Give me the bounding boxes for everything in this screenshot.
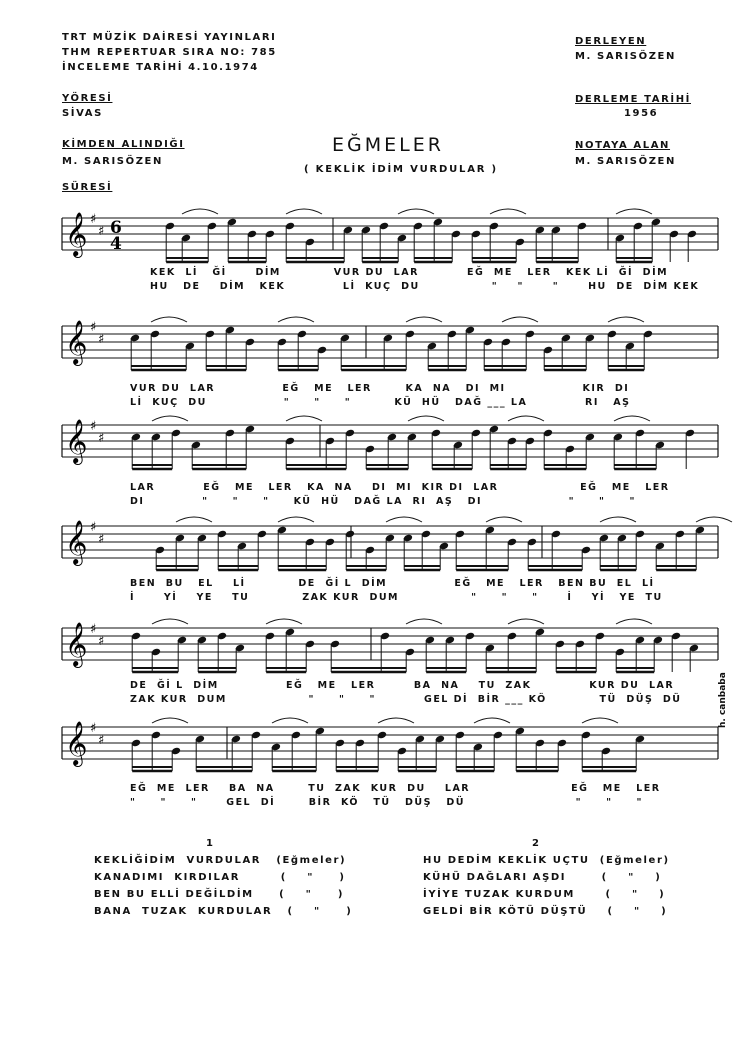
slur [151,317,187,322]
song-title: EĞMELER [332,134,444,156]
treble-clef-icon: 𝄞 [65,320,88,364]
verse-number-2: 2 [532,838,539,849]
slur [398,209,434,214]
sharp-icon: ♯ [98,733,105,748]
music-staff [0,311,750,381]
verse-right-line: GELDİ BİR KÖTÜ DÜŞTÜ ( " ) [423,906,668,917]
slur [490,209,526,214]
slur [272,718,308,723]
source-label: KİMDEN ALINDIĞI [62,139,185,150]
verse-left-line: KEKLİĞİDİM VURDULAR (Eğmeler) [94,855,347,866]
treble-clef-icon: 𝄞 [65,622,88,666]
slur [508,416,544,421]
slur [502,317,538,322]
treble-clef-icon: 𝄞 [65,520,88,564]
music-staff [0,203,750,273]
lyrics-line-1: KEK Lİ Ğİ DİM VUR DU LAR EĞ ME LER KEK Lİ Ğİ DİM [150,267,669,278]
lyrics-line-1: BEN BU EL Lİ DE Ğİ L DİM EĞ ME LER BEN BU EL Lİ [130,578,655,589]
slur [474,718,510,723]
slur [278,317,314,322]
verse-left-line: BEN BU ELLİ DEĞİLDİM ( " ) [94,889,345,900]
sharp-icon: ♯ [90,721,97,736]
lyrics-line-2: Lİ KUÇ DU " " " KÜ HÜ DAĞ ___ LA RI AŞ [130,397,631,408]
lyrics-line-2: ZAK KUR DUM " " " GEL Dİ BİR ___ KÖ TÜ DÜŞ DÜ [130,694,682,705]
slur [278,517,314,522]
lyrics-line-2: DI " " " KÜ HÜ DAĞ LA RI AŞ DI " " " [130,496,636,507]
verse-right-line: İYİYE TUZAK KURDUM ( " ) [423,889,666,900]
lyrics-line-1: VUR DU LAR EĞ ME LER KA NA DI MI KIR DI [130,383,630,394]
publisher-line-3: İNCELEME TARİHİ 4.10.1974 [62,62,259,73]
lyrics-line-2: İ Yİ YE TU ZAK KUR DUM " " " İ Yİ YE TU [130,592,663,603]
time-signature-bottom: 4 [110,234,122,254]
sharp-icon: ♯ [98,332,105,347]
publisher-line-1: TRT MÜZİK DAİRESİ YAYINLARI [62,32,277,43]
slur [508,619,544,624]
slur [386,517,422,522]
sharp-icon: ♯ [98,224,105,239]
notation-value: M. SARISÖZEN [575,156,676,167]
music-staff [0,410,750,480]
compiler-value: M. SARISÖZEN [575,51,676,62]
verse-left-line: BANA TUZAK KURDULAR ( " ) [94,906,353,917]
slur [696,517,732,522]
compiler-label: DERLEYEN [575,36,647,47]
lyrics-line-1: DE Ğİ L DİM EĞ ME LER BA NA TU ZAK KUR DU LAR [130,680,675,691]
treble-clef-icon: 𝄞 [65,419,88,463]
lyrics-line-1: EĞ ME LER BA NA TU ZAK KUR DU LAR EĞ ME LER [130,783,661,794]
verse-right-line: KÜHÜ DAĞLARI AŞDI ( " ) [423,872,662,883]
verse-right-line: HU DEDİM KEKLİK UÇTU (Eğmeler) [423,855,670,866]
sharp-icon: ♯ [90,320,97,335]
slur [152,718,188,723]
music-staff [0,712,750,782]
publisher-line-2: THM REPERTUAR SIRA NO: 785 [62,47,277,58]
slur [600,517,636,522]
slur [266,619,302,624]
lyrics-line-1: LAR EĞ ME LER KA NA DI MI KIR DI LAR EĞ ME LER [130,482,670,493]
copyist-signature: h. canbaba [718,672,728,728]
slur [378,718,414,723]
source-value: M. SARISÖZEN [62,156,163,167]
sharp-icon: ♯ [90,520,97,535]
slur [582,718,618,723]
music-staff [0,511,750,581]
region-value: SİVAS [62,108,103,119]
slur [406,619,442,624]
slur [152,619,188,624]
notation-label: NOTAYA ALAN [575,140,671,151]
slur [286,209,322,214]
treble-clef-icon: 𝄞 [65,721,88,765]
slur [616,209,652,214]
lyrics-line-2: HU DE DİM KEK Lİ KUÇ DU " " " HU DE DİM KEK [150,281,700,292]
lyrics-line-2: " " " GEL Dİ BİR KÖ TÜ DÜŞ DÜ " " " [130,797,644,808]
duration-label: SÜRESİ [62,182,113,193]
sharp-icon: ♯ [90,212,97,227]
slur [152,416,188,421]
song-subtitle: ( KEKLİK İDİM VURDULAR ) [304,164,498,175]
slur [286,416,322,421]
sharp-icon: ♯ [90,419,97,434]
slur [616,619,652,624]
slur [182,209,218,214]
time-signature-top: 6 [110,218,122,238]
verse-number-1: 1 [206,838,213,849]
slur [408,416,444,421]
treble-clef-icon: 𝄞 [65,212,88,256]
compile-date-value: 1956 [624,108,659,119]
sharp-icon: ♯ [98,532,105,547]
region-label: YÖRESİ [62,93,113,104]
sharp-icon: ♯ [90,622,97,637]
slur [614,416,650,421]
music-staff [0,613,750,683]
slur [406,317,442,322]
sharp-icon: ♯ [98,634,105,649]
slur [608,317,644,322]
sharp-icon: ♯ [98,431,105,446]
slur [176,517,212,522]
compile-date-label: DERLEME TARİHİ [575,94,691,105]
slur [486,517,522,522]
verse-left-line: KANADIMI KIRDILAR ( " ) [94,872,346,883]
